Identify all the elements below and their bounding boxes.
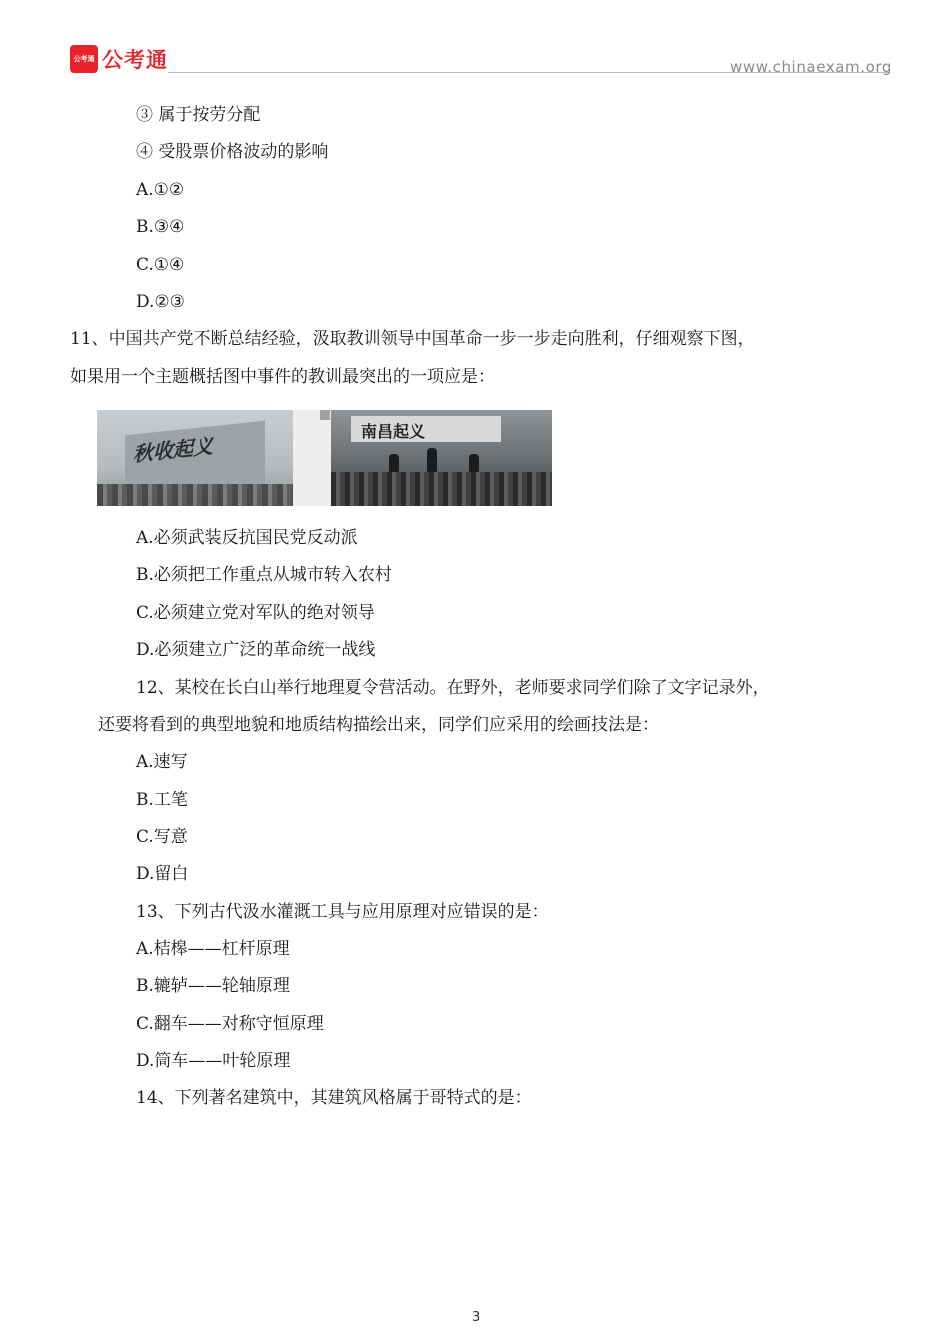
question-14-text: 14、下列著名建筑中，其建筑风格属于哥特式的是： [136, 1088, 532, 1108]
answer-option-d: D.留白 [136, 864, 189, 884]
question-11-text: 11、中国共产党不断总结经验，汲取教训领导中国革命一步一步走向胜利，仔细观察下图， [70, 329, 755, 349]
page-header [0, 0, 950, 100]
answer-option-d: D.必须建立广泛的革命统一战线 [136, 640, 376, 660]
answer-option-d: D.②③ [136, 292, 185, 312]
right-photo-caption: 南昌起义 [361, 422, 426, 441]
logo-badge-icon: 公考通 [70, 45, 98, 73]
answer-option-b: B.工笔 [136, 790, 188, 810]
option-line: ③ 属于按劳分配 [136, 105, 261, 125]
site-url-link[interactable]: www.chinaexam.org [730, 58, 893, 76]
logo-text: 公考通 [102, 48, 168, 72]
answer-option-c: C.必须建立党对军队的绝对领导 [136, 603, 375, 623]
answer-option-a: A.①② [136, 180, 185, 200]
photo-gap [293, 410, 331, 506]
answer-option-a: A.必须武装反抗国民党反动派 [136, 528, 358, 548]
brand-logo[interactable] [70, 44, 168, 74]
question-12-text: 12、某校在长白山举行地理夏令营活动。在野外，老师要求同学们除了文字记录外， [136, 678, 770, 698]
answer-option-c: C.①④ [136, 255, 185, 275]
autumn-harvest-uprising-photo [97, 410, 293, 506]
page-number: 3 [472, 1310, 481, 1325]
answer-option-a: A.速写 [136, 752, 188, 772]
left-photo-caption: 秋收起义 [133, 433, 213, 467]
question-11-figure [97, 410, 552, 506]
answer-option-a: A.桔槔——杠杆原理 [136, 939, 290, 959]
answer-option-d: D.筒车——叶轮原理 [136, 1051, 291, 1071]
answer-option-b: B.必须把工作重点从城市转入农村 [136, 565, 392, 585]
question-12-text-cont: 还要将看到的典型地貌和地质结构描绘出来，同学们应采用的绘画技法是： [98, 715, 659, 735]
answer-option-b: B.辘轳——轮轴原理 [136, 976, 290, 996]
crowd-silhouette [97, 484, 293, 506]
nanchang-uprising-photo [331, 410, 552, 506]
question-11-text-cont: 如果用一个主题概括图中事件的教训最突出的一项应是： [70, 367, 495, 387]
crowd-silhouette [331, 472, 552, 506]
answer-option-c: C.写意 [136, 827, 188, 847]
question-13-text: 13、下列古代汲水灌溉工具与应用原理对应错误的是： [136, 902, 549, 922]
answer-option-b: B.③④ [136, 217, 185, 237]
image-marker-icon [320, 410, 330, 420]
option-line: ④ 受股票价格波动的影响 [136, 142, 329, 162]
answer-option-c: C.翻车——对称守恒原理 [136, 1014, 324, 1034]
